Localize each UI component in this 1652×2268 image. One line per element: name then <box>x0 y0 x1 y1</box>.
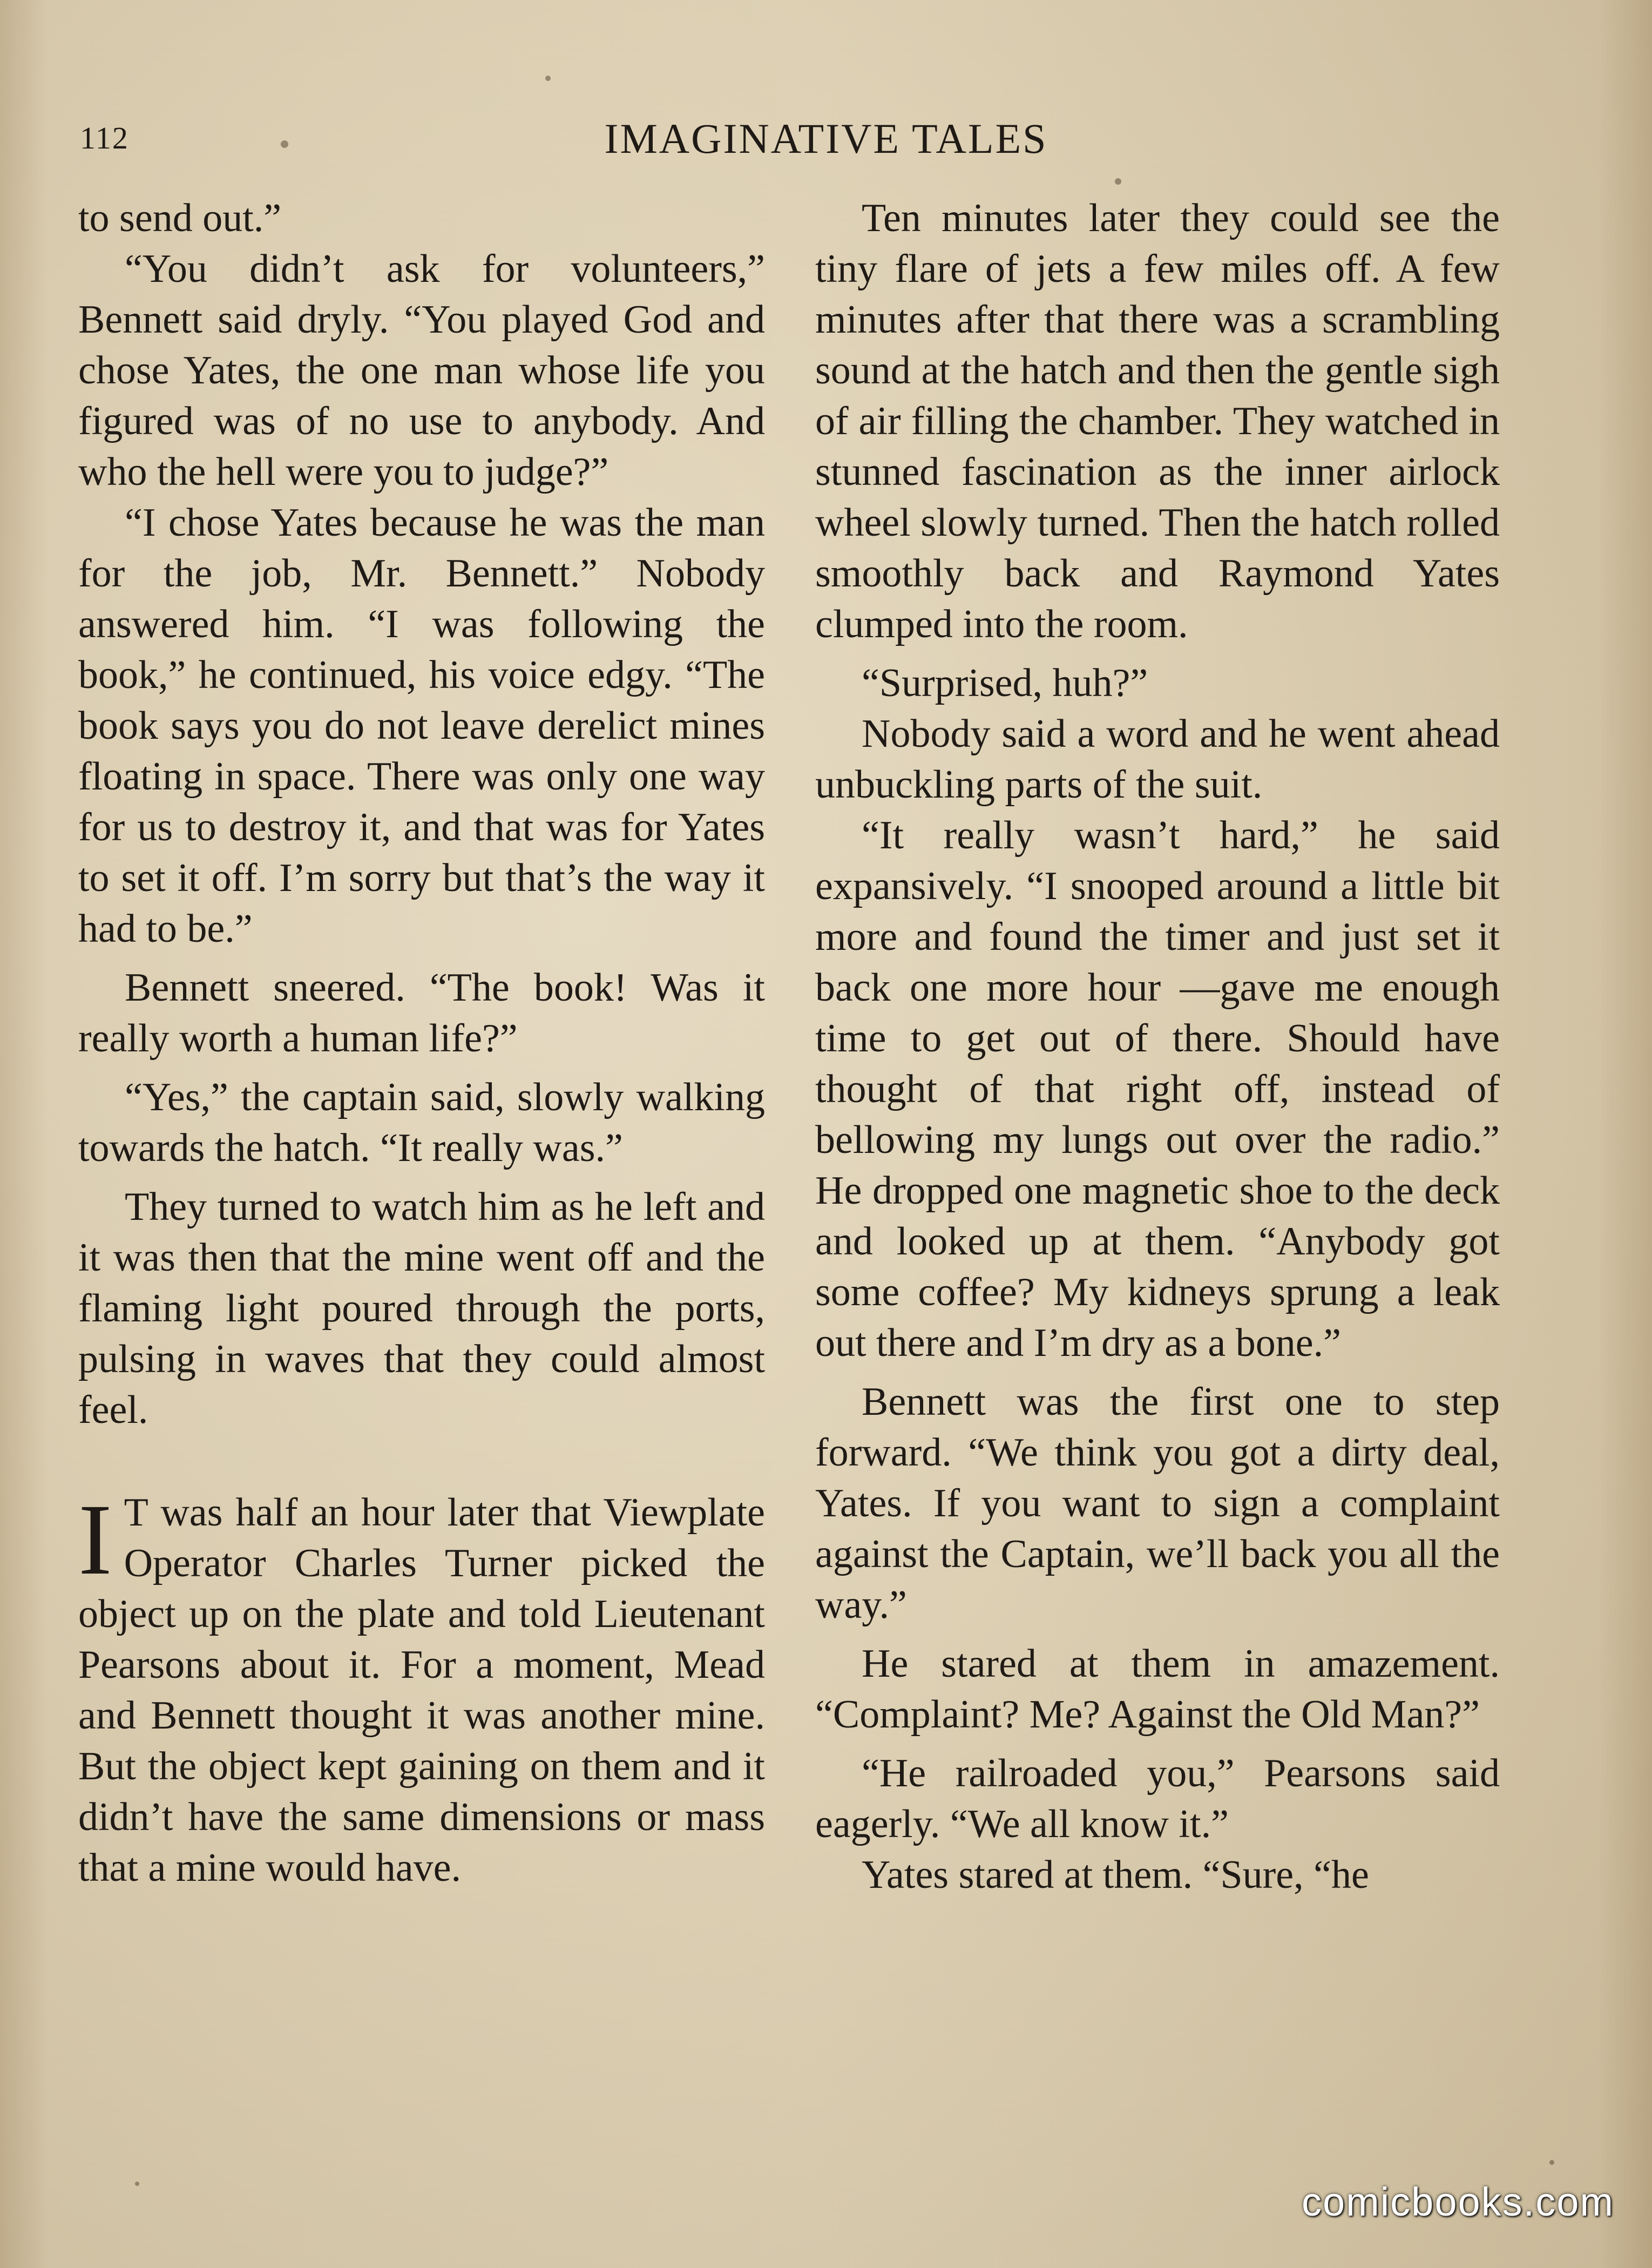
paragraph: He stared at them in amazement. “Complaint? Me? Against the Old Man?” <box>815 1642 1500 1737</box>
paper-speck <box>281 140 288 148</box>
paragraph: to send out.” <box>78 196 282 240</box>
paragraph: “It really wasn’t hard,” he said expansively. “I snooped around a little bit more and found the timer and just set it back one more hour —gave me enough time to get out of there. Should have thought of that right off, instead of bellowing my lungs out over the radio.” He dropped one magnetic shoe to the deck and looked up at them. “Anybody got some coffee? My kidneys sprung a leak out there and I’m dry as a bone.” <box>815 813 1500 1365</box>
running-title: IMAGINATIVE TALES <box>604 115 1048 162</box>
paragraph: Yates stared at them. “Sure, “he <box>862 1853 1369 1897</box>
paper-speck <box>545 76 551 81</box>
paragraph: “Yes,” the captain said, slowly walking towards the hatch. “It really was.” <box>78 1075 765 1170</box>
paragraph: They turned to watch him as he left and it was then that the mine went off and the flaming light poured through the ports, pulsing in waves that they could almost feel. <box>78 1185 765 1432</box>
paragraph: “You didn’t ask for volunteers,” Bennett said dryly. “You played God and chose Yates, the one man whose life you figured was of no use to anybody. And who the hell were you to judge?” <box>78 247 765 494</box>
left-column <box>78 193 765 1893</box>
section-text: T was half an hour later that Viewplate Operator Charles Turner picked the object up on the plate and told Lieutenant Pearsons about it. For a moment, Mead and Bennett thought it was another mine. But the object kept gaining on them and it didn’t have the same dimensions or mass that a mine would have. <box>78 1490 765 1890</box>
paragraph: Bennett was the first one to step forward. “We think you got a dirty deal, Yates. If you want to sign a complaint against the Captain, we’ll back you all the way.” <box>815 1380 1500 1627</box>
paragraph: Nobody said a word and he went ahead unbuckling parts of the suit. <box>815 712 1500 807</box>
paper-speck <box>1115 178 1121 185</box>
watermark: comicbooks.com <box>1301 2179 1614 2224</box>
paragraph: Ten minutes later they could see the tiny flare of jets a few miles off. A few minutes after that there was a scrambling sound at the hatch and then the gentle sigh of air filling the chamber. They watched in stunned fascination as the inner airlock wheel slowly turned. Then the hatch rolled smoothly back and Raymond Yates clumped into the room. <box>815 196 1500 646</box>
paragraph: “I chose Yates because he was the man for the job, Mr. Bennett.” Nobody answered him. “I was following the book,” he continued, his voice edgy. “The book says you do not leave derelict mines floating in space. There was only one way for us to destroy it, and that was for Yates to set it off. I’m sorry but that’s the way it had to be.” <box>78 501 765 951</box>
paper-speck <box>135 2182 139 2186</box>
paragraph: Bennett sneered. “The book! Was it really worth a human life?” <box>78 966 765 1061</box>
paper-speck <box>1549 2160 1554 2165</box>
section-paragraph <box>78 1483 765 1893</box>
paragraph: “Surprised, huh?” <box>862 661 1148 705</box>
right-column <box>815 193 1500 1900</box>
drop-cap: I <box>78 1483 112 1596</box>
page-number: 112 <box>80 120 129 156</box>
paragraph: “He railroaded you,” Pearsons said eagerly. “We all know it.” <box>815 1751 1500 1846</box>
